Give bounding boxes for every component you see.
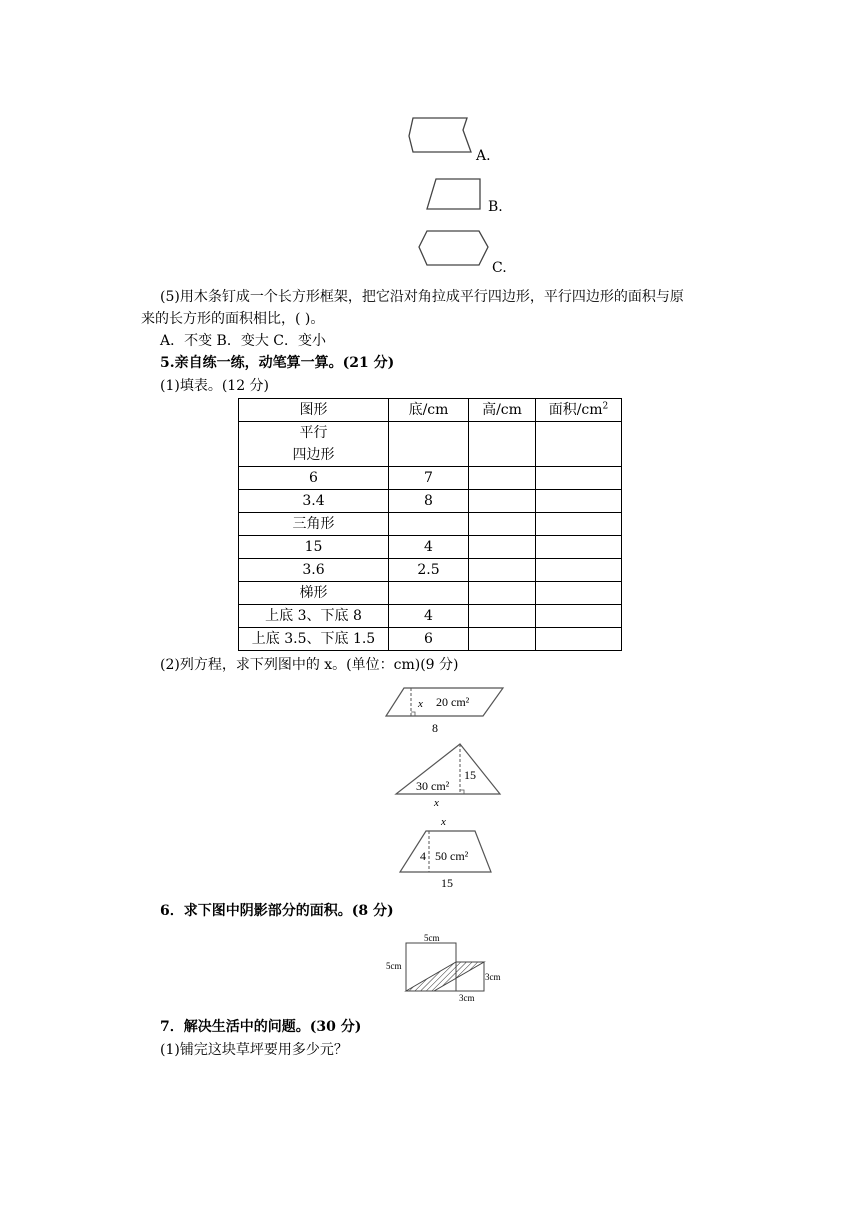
table-cell: 上底 3、下底 8	[239, 605, 389, 628]
table-cell	[469, 467, 536, 490]
table-cell	[536, 536, 622, 559]
table-cell	[469, 513, 536, 536]
table-row	[239, 536, 622, 559]
top-dim-label: 5cm	[424, 933, 440, 943]
question-5-part1: (1)填表。(12 分)	[160, 378, 270, 394]
figure-triangle	[392, 740, 504, 808]
table-cell	[536, 490, 622, 513]
table-cell-shape: 梯形	[239, 582, 389, 605]
question-4-5-line1: (5)用木条钉成一个长方形框架，把它沿对角拉成平行四边形，平行四边形的面积与原	[160, 289, 684, 305]
table-row	[239, 513, 622, 536]
table-cell	[536, 467, 622, 490]
table-cell	[469, 605, 536, 628]
left-dim-label: 5cm	[386, 961, 402, 971]
table-cell	[536, 422, 622, 467]
table-cell: 2.5	[389, 559, 469, 582]
table-cell	[469, 582, 536, 605]
table-cell: 6	[239, 467, 389, 490]
table-cell-shape: 三角形	[239, 513, 389, 536]
table-cell: 4	[389, 536, 469, 559]
table-row	[239, 422, 622, 467]
area-label: 20 cm²	[436, 695, 470, 709]
x-label: x	[434, 797, 439, 808]
table-cell: 7	[389, 467, 469, 490]
table-row	[239, 628, 622, 651]
question-6-title: 6．求下图中阴影部分的面积。(8 分)	[160, 903, 394, 919]
option-c-label: C.	[492, 260, 507, 276]
question-7-part1: (1)铺完这块草坪要用多少元？	[160, 1042, 348, 1058]
table-cell	[389, 513, 469, 536]
base-label: 8	[432, 721, 438, 735]
table-header: 图形	[239, 399, 389, 422]
table-cell	[469, 559, 536, 582]
question-4-5-line2: 来的长方形的面积相比，( )。	[141, 311, 325, 327]
shape-name-line2: 四边形	[292, 447, 335, 463]
table-cell	[469, 490, 536, 513]
table-cell: 上底 3.5、下底 1.5	[239, 628, 389, 651]
fill-table	[238, 398, 622, 651]
option-c-shape	[416, 227, 492, 269]
table-header: 高/cm	[469, 399, 536, 422]
bottom-label: 15	[441, 876, 453, 890]
table-cell: 6	[389, 628, 469, 651]
right-dim-label: 3cm	[485, 972, 501, 982]
figure-parallelogram	[382, 684, 508, 738]
height-label: 15	[464, 768, 476, 782]
option-b-shape	[424, 176, 484, 212]
table-cell	[469, 628, 536, 651]
table-row	[239, 559, 622, 582]
table-cell	[536, 605, 622, 628]
area-label: 50 cm²	[435, 849, 469, 863]
table-cell	[536, 628, 622, 651]
table-row	[239, 605, 622, 628]
table-row	[239, 490, 622, 513]
table-cell	[389, 422, 469, 467]
table-header-row	[239, 399, 622, 422]
area-unit-exponent: 2	[602, 401, 609, 412]
table-header-area	[536, 399, 622, 422]
table-cell-shape	[239, 422, 389, 467]
table-cell	[389, 582, 469, 605]
table-cell	[536, 559, 622, 582]
option-b-label: B.	[488, 199, 503, 215]
shape-name-line1: 平行	[299, 425, 328, 441]
table-cell	[469, 422, 536, 467]
figure-trapezoid	[396, 814, 496, 890]
x-label: x	[418, 698, 423, 710]
table-cell: 8	[389, 490, 469, 513]
table-header: 底/cm	[389, 399, 469, 422]
table-cell	[469, 536, 536, 559]
table-cell: 4	[389, 605, 469, 628]
figure-shaded	[386, 929, 506, 1005]
option-a-label: A.	[476, 148, 491, 164]
top-x-label: x	[441, 816, 446, 828]
question-4-5-options: A．不变 B．变大 C．变小	[160, 333, 327, 349]
table-row	[239, 467, 622, 490]
table-cell: 3.6	[239, 559, 389, 582]
table-cell	[536, 582, 622, 605]
bottom-dim-label: 3cm	[459, 993, 475, 1003]
height-label: 4	[420, 849, 426, 863]
question-7-title: 7．解决生活中的问题。(30 分)	[160, 1019, 362, 1035]
area-unit: 面积/cm	[548, 402, 603, 418]
option-a-shape	[405, 112, 475, 158]
question-5-part2: (2)列方程，求下列图中的 x。(单位：cm)(9 分)	[160, 657, 459, 673]
table-row	[239, 582, 622, 605]
area-label: 30 cm²	[416, 779, 450, 793]
table-cell	[536, 513, 622, 536]
table-cell: 15	[239, 536, 389, 559]
question-5-title: 5.亲自练一练，动笔算一算。(21 分)	[160, 355, 395, 371]
table-cell: 3.4	[239, 490, 389, 513]
